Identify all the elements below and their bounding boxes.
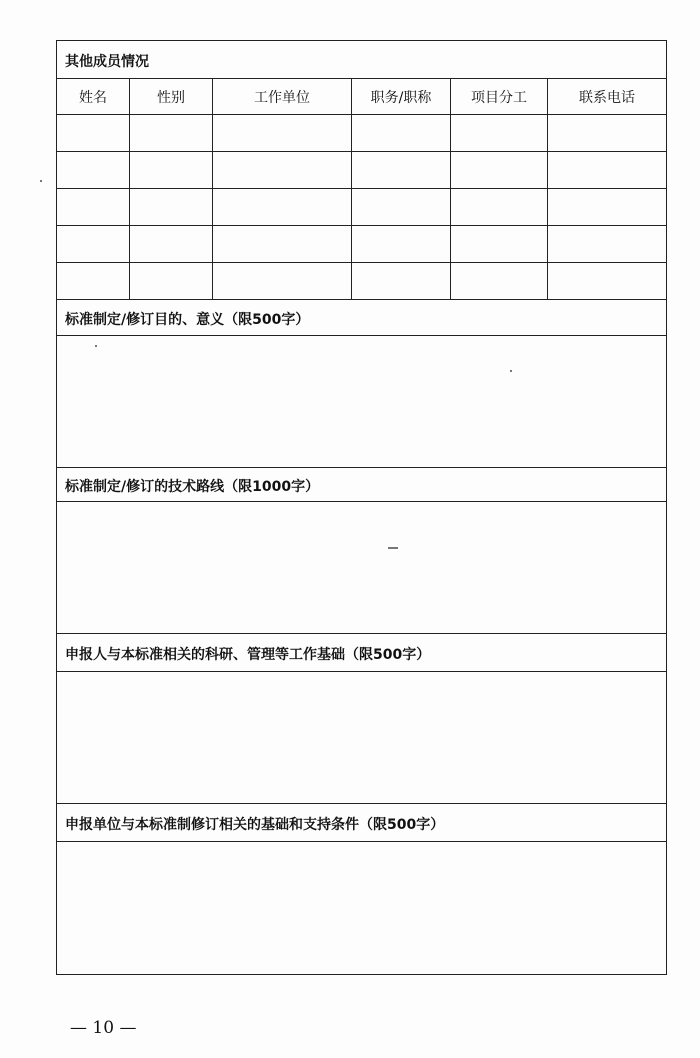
- members-title-row: [57, 41, 666, 79]
- scan-speck: [40, 180, 42, 182]
- section-unit-conditions-label: 申报单位与本标准制修订相关的基础和支持条件（限500字）: [65, 817, 445, 833]
- cell-role[interactable]: [451, 152, 548, 188]
- header-role: 项目分工: [451, 79, 548, 114]
- header-phone: 联系电话: [579, 89, 635, 106]
- cell-name[interactable]: [57, 115, 130, 151]
- table-row: [57, 152, 666, 189]
- section-unit-conditions-content[interactable]: [57, 842, 666, 974]
- cell-title[interactable]: [352, 115, 451, 151]
- cell-phone[interactable]: [548, 115, 666, 151]
- cell-phone[interactable]: [548, 152, 666, 188]
- cell-phone[interactable]: [548, 189, 666, 225]
- cell-gender[interactable]: [130, 115, 213, 151]
- application-form: [56, 40, 667, 975]
- header-gender: 性别: [130, 79, 213, 114]
- cell-title[interactable]: [352, 152, 451, 188]
- cell-title[interactable]: [352, 189, 451, 225]
- cell-name[interactable]: [57, 152, 130, 188]
- cell-name[interactable]: [57, 226, 130, 262]
- members-header-row: [57, 79, 666, 115]
- section-applicant-basis-content[interactable]: [57, 672, 666, 804]
- cell-name[interactable]: [57, 263, 130, 299]
- table-row: [57, 263, 666, 300]
- page-number: — 10 —: [70, 1018, 137, 1038]
- cell-workplace[interactable]: [213, 152, 352, 188]
- table-row: [57, 115, 666, 152]
- cell-workplace[interactable]: [213, 263, 352, 299]
- section-technical-route-content[interactable]: [57, 502, 666, 634]
- header-workplace: 工作单位: [213, 79, 352, 114]
- cell-workplace[interactable]: [213, 226, 352, 262]
- header-name: 姓名: [57, 79, 130, 114]
- scan-speck: [95, 345, 97, 347]
- cell-role[interactable]: [451, 226, 548, 262]
- header-title: 职务/职称: [352, 79, 451, 114]
- cell-workplace[interactable]: [213, 189, 352, 225]
- scan-speck: [388, 547, 398, 549]
- section-unit-conditions-label-row: [57, 804, 666, 842]
- cell-phone[interactable]: [548, 226, 666, 262]
- table-row: [57, 226, 666, 263]
- cell-role[interactable]: [451, 263, 548, 299]
- cell-workplace[interactable]: [213, 115, 352, 151]
- scan-speck: [510, 370, 512, 372]
- section-purpose-label: 标准制定/修订目的、意义（限500字）: [65, 312, 310, 328]
- cell-name[interactable]: [57, 189, 130, 225]
- cell-gender[interactable]: [130, 226, 213, 262]
- cell-role[interactable]: [451, 115, 548, 151]
- cell-gender[interactable]: [130, 152, 213, 188]
- cell-phone[interactable]: [548, 263, 666, 299]
- cell-title[interactable]: [352, 226, 451, 262]
- cell-gender[interactable]: [130, 189, 213, 225]
- cell-title[interactable]: [352, 263, 451, 299]
- section-purpose-label-row: [57, 300, 666, 336]
- section-technical-route-label: 标准制定/修订的技术路线（限1000字）: [65, 479, 320, 495]
- section-applicant-basis-label: 申报人与本标准相关的科研、管理等工作基础（限500字）: [65, 647, 431, 663]
- members-title: 其他成员情况: [65, 54, 149, 70]
- section-purpose-content[interactable]: [57, 336, 666, 468]
- table-row: [57, 189, 666, 226]
- cell-gender[interactable]: [130, 263, 213, 299]
- section-applicant-basis-label-row: [57, 634, 666, 672]
- cell-role[interactable]: [451, 189, 548, 225]
- section-technical-route-label-row: [57, 468, 666, 502]
